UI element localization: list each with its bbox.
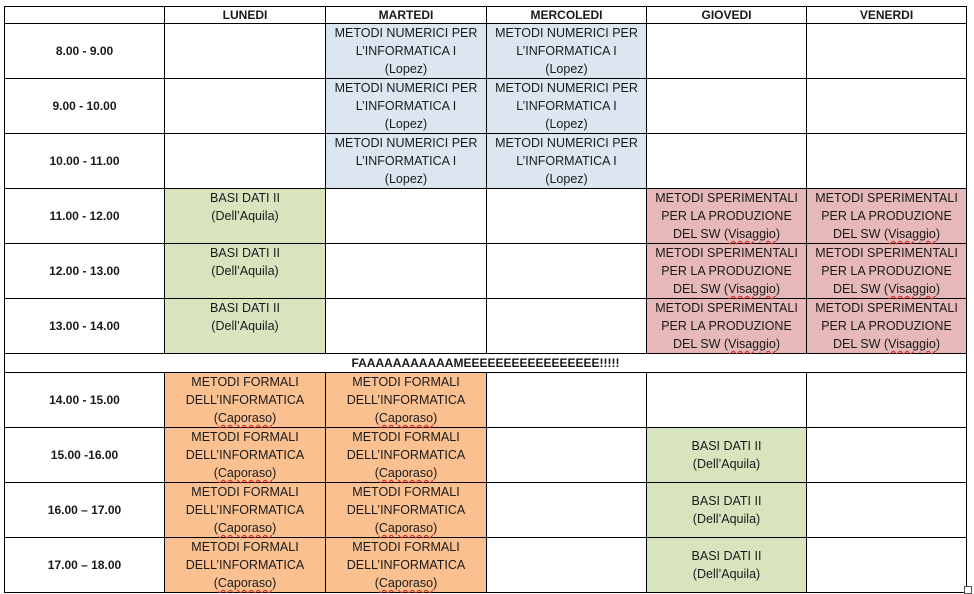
day-header-mercoledi: MERCOLEDI bbox=[487, 7, 647, 24]
time-slot: 15.00 -16.00 bbox=[5, 428, 165, 483]
course-line: DELL’INFORMATICA bbox=[346, 558, 466, 572]
empty-cell bbox=[647, 373, 807, 428]
course-text: ( bbox=[213, 466, 218, 480]
course-teacher bbox=[647, 335, 806, 353]
course-line: BASI DATI II bbox=[210, 246, 280, 260]
course-teacher-name: Visaggio bbox=[888, 282, 936, 296]
day-header-lunedi: LUNEDI bbox=[165, 7, 326, 24]
course-teacher-name: Caporaso bbox=[378, 576, 434, 590]
course-cell-metodi-formali bbox=[326, 428, 487, 483]
course-line: METODI FORMALI bbox=[352, 430, 460, 444]
course-teacher bbox=[326, 409, 486, 427]
course-cell-metodi-sperimentali bbox=[807, 299, 967, 354]
timetable-row bbox=[5, 189, 967, 244]
course-cell-metodi-numerici bbox=[326, 134, 487, 189]
course-text: ) bbox=[272, 466, 277, 480]
course-teacher bbox=[165, 464, 325, 482]
course-teacher bbox=[647, 225, 806, 243]
course-text: ) bbox=[775, 337, 780, 351]
course-line: METODI NUMERICI PER bbox=[334, 136, 478, 150]
empty-cell bbox=[487, 538, 647, 593]
course-teacher-name: Caporaso bbox=[378, 466, 434, 480]
course-teacher bbox=[807, 335, 966, 353]
course-text: ( bbox=[374, 411, 379, 425]
course-text: DEL SW ( bbox=[672, 227, 729, 241]
course-text: ( bbox=[213, 411, 218, 425]
header-row bbox=[5, 7, 967, 24]
course-line: METODI NUMERICI PER bbox=[334, 81, 478, 95]
course-cell-metodi-formali bbox=[326, 538, 487, 593]
course-cell-basi-dati bbox=[165, 244, 326, 299]
course-spacer bbox=[165, 225, 325, 243]
course-line: DELL’INFORMATICA bbox=[346, 448, 466, 462]
course-cell-metodi-sperimentali bbox=[807, 189, 967, 244]
time-slot: 9.00 - 10.00 bbox=[5, 79, 165, 134]
timetable-row bbox=[5, 24, 967, 79]
course-teacher bbox=[647, 280, 806, 298]
empty-cell bbox=[487, 244, 647, 299]
empty-cell bbox=[165, 79, 326, 134]
course-line: METODI FORMALI bbox=[352, 375, 460, 389]
empty-cell bbox=[165, 24, 326, 79]
empty-cell bbox=[807, 24, 967, 79]
day-header-venerdi: VENERDI bbox=[807, 7, 967, 24]
course-text: ) bbox=[935, 337, 940, 351]
course-teacher bbox=[165, 409, 325, 427]
time-slot: 14.00 - 15.00 bbox=[5, 373, 165, 428]
empty-cell bbox=[487, 428, 647, 483]
course-cell-metodi-numerici bbox=[487, 24, 647, 79]
time-slot: 12.00 - 13.00 bbox=[5, 244, 165, 299]
course-line: PER LA PRODUZIONE bbox=[821, 319, 952, 333]
day-header-martedi: MARTEDI bbox=[326, 7, 487, 24]
course-text: DEL SW ( bbox=[832, 282, 889, 296]
time-slot: 8.00 - 9.00 bbox=[5, 24, 165, 79]
course-line: DELL’INFORMATICA bbox=[346, 503, 466, 517]
course-cell-basi-dati bbox=[165, 189, 326, 244]
course-cell-metodi-sperimentali bbox=[647, 244, 807, 299]
course-line: METODI SPERIMENTALI bbox=[655, 301, 798, 315]
course-text: ) bbox=[775, 282, 780, 296]
course-teacher-name: Visaggio bbox=[888, 337, 936, 351]
course-line: METODI NUMERICI PER bbox=[495, 81, 638, 95]
course-teacher-name: Caporaso bbox=[378, 521, 434, 535]
course-line: METODI SPERIMENTALI bbox=[655, 191, 798, 205]
time-slot: 13.00 - 14.00 bbox=[5, 299, 165, 354]
course-line: PER LA PRODUZIONE bbox=[661, 319, 792, 333]
course-line: PER LA PRODUZIONE bbox=[821, 264, 952, 278]
lunch-break-row bbox=[5, 354, 967, 373]
empty-cell bbox=[326, 299, 487, 354]
empty-cell bbox=[807, 373, 967, 428]
course-teacher: (Dell’Aquila) bbox=[692, 457, 761, 471]
course-line: METODI SPERIMENTALI bbox=[815, 191, 958, 205]
course-teacher: (Lopez) bbox=[384, 172, 428, 186]
course-line: METODI NUMERICI PER bbox=[334, 26, 478, 40]
course-line: METODI FORMALI bbox=[352, 540, 460, 554]
course-cell-metodi-formali bbox=[326, 483, 487, 538]
empty-cell bbox=[807, 79, 967, 134]
course-line: PER LA PRODUZIONE bbox=[821, 209, 952, 223]
course-line: DELL’INFORMATICA bbox=[185, 393, 305, 407]
time-slot: 10.00 - 11.00 bbox=[5, 134, 165, 189]
course-teacher bbox=[165, 519, 325, 537]
course-spacer bbox=[165, 280, 325, 298]
course-cell-metodi-numerici bbox=[326, 79, 487, 134]
course-cell-metodi-formali bbox=[165, 428, 326, 483]
timetable-row bbox=[5, 483, 967, 538]
course-teacher: (Dell’Aquila) bbox=[692, 512, 761, 526]
course-text: ) bbox=[935, 282, 940, 296]
course-line: METODI FORMALI bbox=[191, 540, 299, 554]
course-teacher: (Dell’Aquila) bbox=[211, 209, 279, 223]
course-cell-basi-dati bbox=[165, 299, 326, 354]
course-text: DEL SW ( bbox=[672, 337, 729, 351]
course-cell-basi-dati bbox=[647, 428, 807, 483]
course-teacher: (Lopez) bbox=[545, 117, 588, 131]
course-text: ) bbox=[433, 411, 438, 425]
course-line: L’INFORMATICA I bbox=[516, 99, 617, 113]
course-text: ) bbox=[272, 576, 277, 590]
empty-cell bbox=[647, 24, 807, 79]
course-line: BASI DATI II bbox=[210, 191, 280, 205]
course-text: ) bbox=[433, 466, 438, 480]
course-teacher-name: Caporaso bbox=[378, 411, 434, 425]
time-slot: 17.00 – 18.00 bbox=[5, 538, 165, 593]
empty-cell bbox=[647, 134, 807, 189]
course-text: DEL SW ( bbox=[672, 282, 729, 296]
course-teacher-name: Visaggio bbox=[728, 282, 776, 296]
course-teacher: (Lopez) bbox=[384, 62, 428, 76]
course-line: L’INFORMATICA I bbox=[516, 44, 617, 58]
course-text: ( bbox=[374, 576, 379, 590]
timetable-row bbox=[5, 134, 967, 189]
course-text: ( bbox=[213, 576, 218, 590]
course-line: METODI NUMERICI PER bbox=[495, 136, 638, 150]
course-teacher bbox=[326, 519, 486, 537]
empty-cell bbox=[165, 134, 326, 189]
course-text: ) bbox=[272, 411, 277, 425]
course-line: METODI FORMALI bbox=[191, 375, 299, 389]
timetable-row bbox=[5, 373, 967, 428]
empty-cell bbox=[487, 189, 647, 244]
course-line: DELL’INFORMATICA bbox=[346, 393, 466, 407]
course-line: L’INFORMATICA I bbox=[355, 44, 457, 58]
course-cell-metodi-formali bbox=[326, 373, 487, 428]
course-cell-metodi-formali bbox=[165, 538, 326, 593]
course-cell-basi-dati bbox=[647, 538, 807, 593]
course-line: L’INFORMATICA I bbox=[355, 99, 457, 113]
course-line: PER LA PRODUZIONE bbox=[661, 209, 792, 223]
course-text: ) bbox=[935, 227, 940, 241]
course-text: ( bbox=[374, 521, 379, 535]
course-line: DELL’INFORMATICA bbox=[185, 503, 305, 517]
course-teacher: (Dell’Aquila) bbox=[211, 264, 279, 278]
course-teacher-name: Visaggio bbox=[728, 227, 776, 241]
course-line: DELL’INFORMATICA bbox=[185, 448, 305, 462]
course-text: ( bbox=[374, 466, 379, 480]
course-line: METODI SPERIMENTALI bbox=[655, 246, 798, 260]
timetable-row bbox=[5, 538, 967, 593]
course-cell-metodi-numerici bbox=[487, 79, 647, 134]
course-teacher-name: Caporaso bbox=[217, 411, 273, 425]
course-line: METODI SPERIMENTALI bbox=[815, 301, 958, 315]
course-line: L’INFORMATICA I bbox=[516, 154, 617, 168]
course-teacher-name: Caporaso bbox=[217, 521, 273, 535]
course-text: DEL SW ( bbox=[832, 227, 889, 241]
course-teacher-name: Caporaso bbox=[217, 576, 273, 590]
course-cell-metodi-numerici bbox=[326, 24, 487, 79]
course-teacher bbox=[326, 464, 486, 482]
empty-cell bbox=[807, 134, 967, 189]
course-text: ) bbox=[433, 521, 438, 535]
course-teacher-name: Visaggio bbox=[728, 337, 776, 351]
course-line: BASI DATI II bbox=[691, 549, 762, 563]
course-teacher bbox=[807, 225, 966, 243]
course-teacher-name: Visaggio bbox=[888, 227, 936, 241]
empty-cell bbox=[807, 483, 967, 538]
timetable-row bbox=[5, 79, 967, 134]
course-text: ) bbox=[775, 227, 780, 241]
course-spacer bbox=[165, 335, 325, 353]
course-teacher: (Lopez) bbox=[384, 117, 428, 131]
course-text: ) bbox=[272, 521, 277, 535]
course-cell-metodi-sperimentali bbox=[647, 299, 807, 354]
course-line: METODI FORMALI bbox=[191, 430, 299, 444]
empty-cell bbox=[487, 373, 647, 428]
time-slot: 16.00 – 17.00 bbox=[5, 483, 165, 538]
empty-cell bbox=[647, 79, 807, 134]
timetable bbox=[4, 6, 967, 593]
course-teacher bbox=[807, 280, 966, 298]
course-line: DELL’INFORMATICA bbox=[185, 558, 305, 572]
course-line: BASI DATI II bbox=[210, 301, 280, 315]
day-header-giovedi: GIOVEDI bbox=[647, 7, 807, 24]
course-line: BASI DATI II bbox=[691, 494, 762, 508]
lunch-break-banner: FAAAAAAAAAAAMEEEEEEEEEEEEEEEEE!!!!! bbox=[5, 354, 967, 373]
course-line: PER LA PRODUZIONE bbox=[661, 264, 792, 278]
course-teacher: (Lopez) bbox=[545, 172, 588, 186]
course-teacher: (Lopez) bbox=[545, 62, 588, 76]
timetable-row bbox=[5, 428, 967, 483]
course-line: METODI FORMALI bbox=[191, 485, 299, 499]
time-slot: 11.00 - 12.00 bbox=[5, 189, 165, 244]
course-line: BASI DATI II bbox=[691, 439, 762, 453]
timetable-row bbox=[5, 299, 967, 354]
course-teacher-name: Caporaso bbox=[217, 466, 273, 480]
course-line: METODI SPERIMENTALI bbox=[815, 246, 958, 260]
course-cell-metodi-formali bbox=[165, 373, 326, 428]
course-cell-metodi-sperimentali bbox=[647, 189, 807, 244]
empty-cell bbox=[807, 428, 967, 483]
empty-cell bbox=[487, 483, 647, 538]
course-teacher: (Dell’Aquila) bbox=[211, 319, 279, 333]
empty-cell bbox=[807, 538, 967, 593]
course-text: ) bbox=[433, 576, 438, 590]
course-line: L’INFORMATICA I bbox=[355, 154, 457, 168]
course-teacher bbox=[165, 574, 325, 592]
course-cell-metodi-sperimentali bbox=[807, 244, 967, 299]
course-cell-metodi-formali bbox=[165, 483, 326, 538]
course-line: METODI NUMERICI PER bbox=[495, 26, 638, 40]
empty-cell bbox=[326, 244, 487, 299]
course-text: ( bbox=[213, 521, 218, 535]
table-resize-handle[interactable] bbox=[964, 586, 972, 594]
timetable-row bbox=[5, 244, 967, 299]
course-teacher bbox=[326, 574, 486, 592]
corner-cell bbox=[5, 7, 165, 24]
course-teacher: (Dell’Aquila) bbox=[692, 567, 761, 581]
course-text: DEL SW ( bbox=[832, 337, 889, 351]
empty-cell bbox=[487, 299, 647, 354]
course-line: METODI FORMALI bbox=[352, 485, 460, 499]
course-cell-metodi-numerici bbox=[487, 134, 647, 189]
course-cell-basi-dati bbox=[647, 483, 807, 538]
empty-cell bbox=[326, 189, 487, 244]
